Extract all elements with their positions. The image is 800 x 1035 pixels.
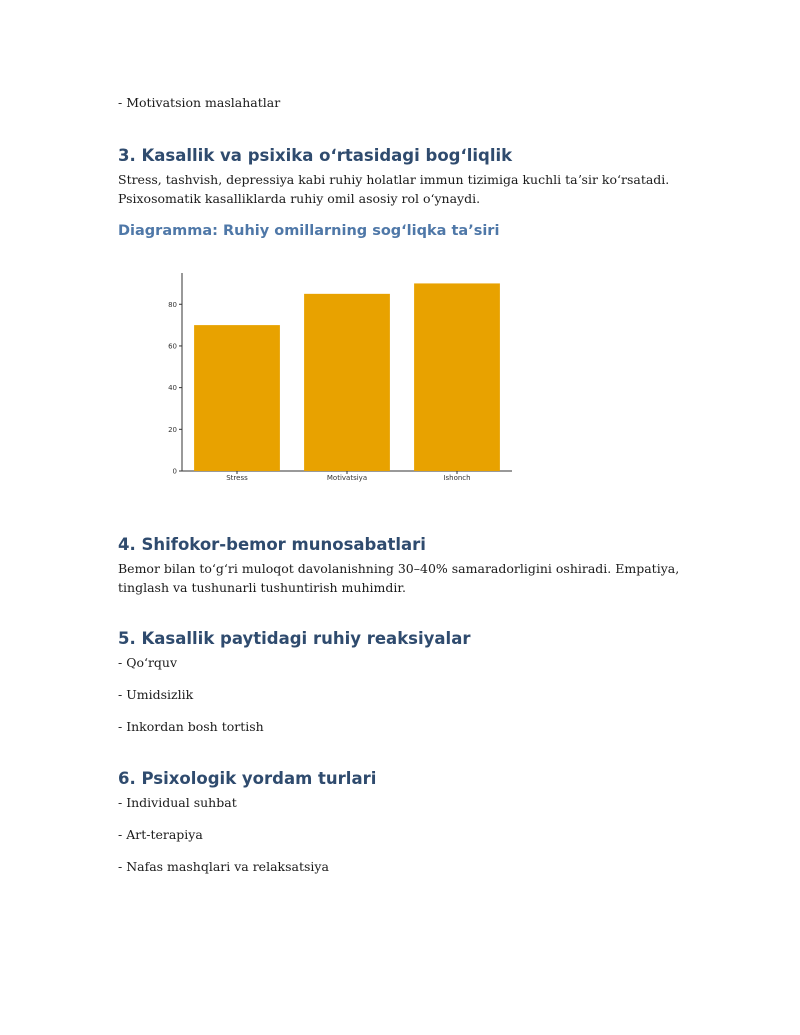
list-item: - Art-terapiya [118,827,203,842]
section-4-text-line-2: tinglash va tushunarli tushuntirish muhimdir. [118,580,406,595]
section-3-text-line-2: Psixosomatik kasalliklarda ruhiy omil asosiy rol oʻynaydi. [118,191,481,206]
y-tick-label: 0 [172,467,177,476]
list-item: - Qoʻrquv [118,655,178,670]
x-tick-label: Ishonch [443,474,471,482]
section-3-heading: 3. Kasallik va psixika oʻrtasidagi bogʻliqlik [118,146,513,165]
bar [414,283,500,471]
x-tick-label: Stress [226,474,248,482]
section-3-text-line-1: Stress, tashvish, depressiya kabi ruhiy holatlar immun tizimiga kuchli taʼsir koʻrsatadi. [118,172,670,187]
list-item: - Nafas mashqlari va relaksatsiya [118,859,329,874]
y-tick-label: 80 [168,300,177,309]
list-item: - Inkordan bosh tortish [118,719,264,734]
list-item-motivation: - Motivatsion maslahatlar [118,95,281,110]
section-5-heading: 5. Kasallik paytidagi ruhiy reaksiyalar [118,629,471,648]
x-tick-label: Motivatsiya [326,474,368,482]
y-tick-label: 20 [168,425,177,434]
section-6-heading: 6. Psixologik yordam turlari [118,769,377,788]
section-4-heading: 4. Shifokor-bemor munosabatlari [118,535,426,554]
y-tick-label: 40 [168,384,177,393]
bar [194,325,280,471]
bar [304,294,390,471]
y-tick-label: 60 [168,342,177,351]
diagram-heading: Diagramma: Ruhiy omillarning sogʻliqka taʼsiri [118,223,500,239]
list-item: - Individual suhbat [118,795,237,810]
section-4-text-line-1: Bemor bilan toʻgʻri muloqot davolanishning 30–40% samaradorligini oshiradi. Empatiya, [118,561,680,576]
bar-chart [150,265,530,490]
list-item: - Umidsizlik [118,687,194,702]
